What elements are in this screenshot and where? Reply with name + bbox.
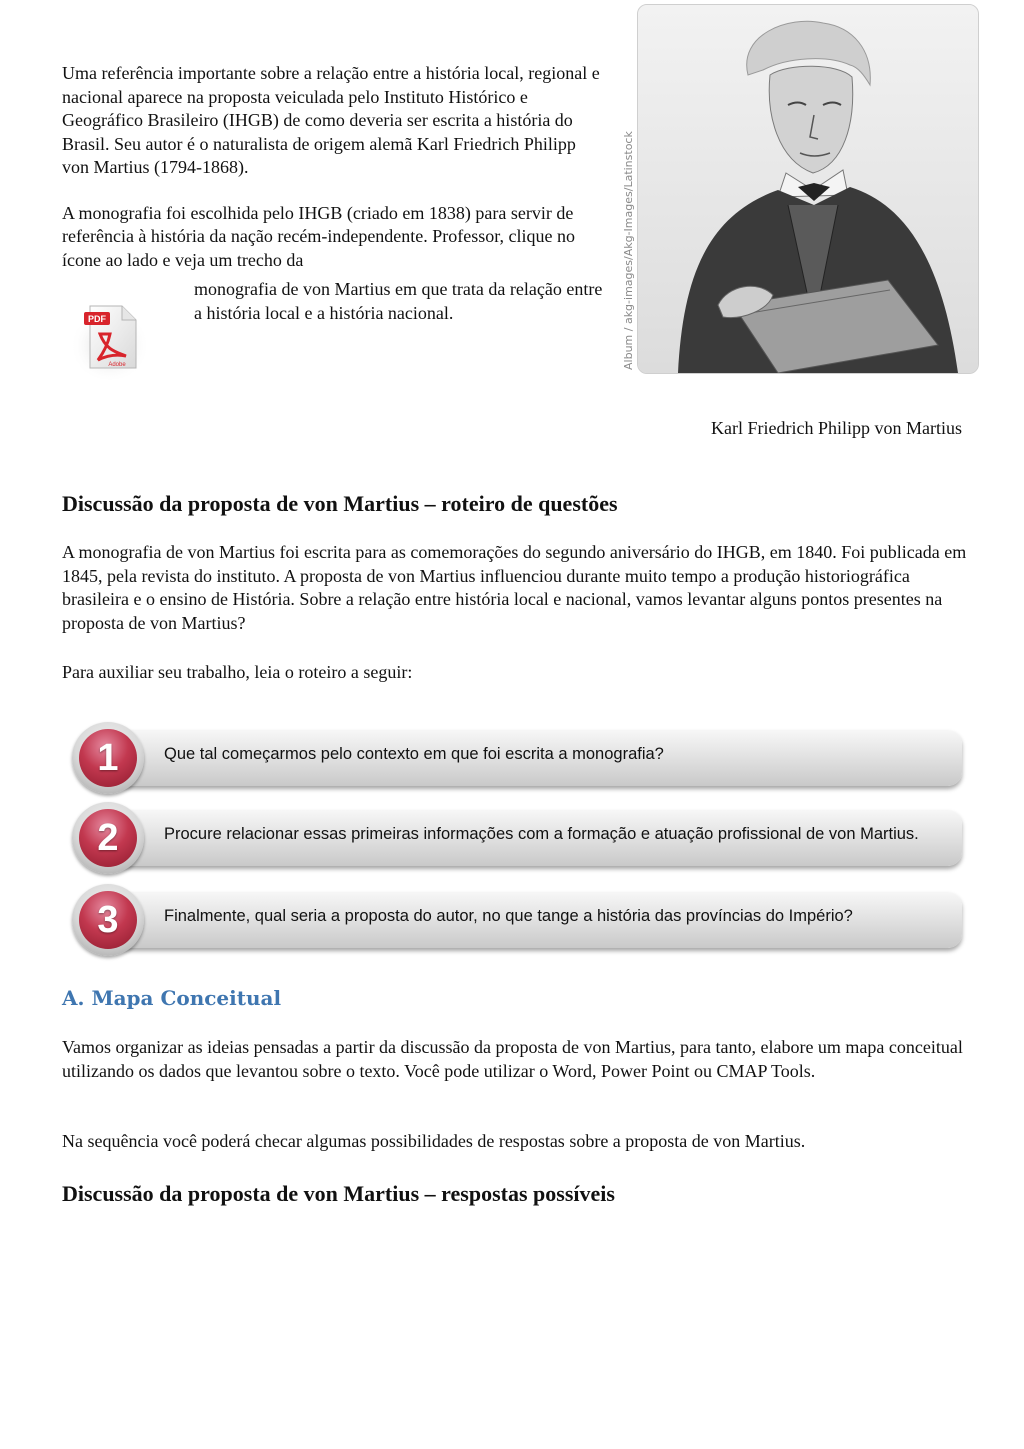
step-2 bbox=[72, 802, 962, 874]
mapa-paragraph-2: Na sequência você poderá checar algumas possibilidades de respostas sobre a proposta de von Martius. bbox=[62, 1131, 806, 1151]
step-text: Que tal começarmos pelo contexto em que foi escrita a monografia? bbox=[164, 744, 664, 763]
portrait-image bbox=[637, 4, 979, 374]
section1-paragraph-1: A monografia de von Martius foi escrita para as comemorações do segundo aniversário do IHGB, em 1840. Foi publicada em 1845, pela revista do instituto. A proposta de von Martius influenciou durante muito tempo a produção historiográfica brasileira e o ensino de História. Sobre a relação entre história local e nacional, vamos levantar alguns pontos presentes na proposta de von Martius? bbox=[62, 542, 967, 633]
intro-paragraph-2: A monografia foi escolhida pelo IHGB (criado em 1838) para servir de referência à história da nação recém-independente. Professor, clique no ícone ao lado e veja um trecho da bbox=[62, 202, 576, 270]
step-3 bbox=[72, 884, 962, 956]
pdf-icon[interactable] bbox=[70, 290, 150, 380]
step-number: 1 bbox=[79, 729, 137, 787]
intro-paragraph-3: monografia de von Martius em que trata da relação entre a história local e a história nacional. bbox=[194, 279, 603, 323]
portrait-caption: Karl Friedrich Philipp von Martius bbox=[711, 418, 962, 438]
pdf-brand: Adobe bbox=[108, 362, 126, 368]
intro-text bbox=[62, 62, 607, 272]
step-number: 2 bbox=[79, 809, 137, 867]
step-badge bbox=[72, 884, 144, 956]
section-title-roteiro: Discussão da proposta de von Martius – roteiro de questões bbox=[62, 491, 618, 516]
step-text: Procure relacionar essas primeiras informações com a formação e atuação profissional de von Martius. bbox=[164, 824, 919, 843]
step-badge bbox=[72, 722, 144, 794]
step-number: 3 bbox=[79, 891, 137, 949]
section-title-mapa: A. Mapa Conceitual bbox=[62, 986, 282, 1010]
step-text: Finalmente, qual seria a proposta do autor, no que tange a história das províncias do Império? bbox=[164, 906, 853, 925]
step-badge bbox=[72, 802, 144, 874]
mapa-paragraph-1: Vamos organizar as ideias pensadas a partir da discussão da proposta de von Martius, para tanto, elabore um mapa conceitual utilizando os dados que levantou sobre o texto. Você pode utilizar o Word, Power Point ou CMAP Tools. bbox=[62, 1037, 963, 1081]
section1-paragraph-2: Para auxiliar seu trabalho, leia o roteiro a seguir: bbox=[62, 662, 413, 682]
section-title-respostas: Discussão da proposta de von Martius – respostas possíveis bbox=[62, 1181, 615, 1206]
step-1 bbox=[72, 722, 962, 794]
intro-paragraph-1: Uma referência importante sobre a relação entre a história local, regional e nacional aparece na proposta veiculada pelo Instituto Histórico e Geográfico Brasileiro (IHGB) de como deveria ser escrita a história do Brasil. Seu autor é o naturalista de origem alemã Karl Friedrich Philipp von Martius (1794-1868). bbox=[62, 63, 600, 177]
pdf-label: PDF bbox=[88, 314, 106, 324]
